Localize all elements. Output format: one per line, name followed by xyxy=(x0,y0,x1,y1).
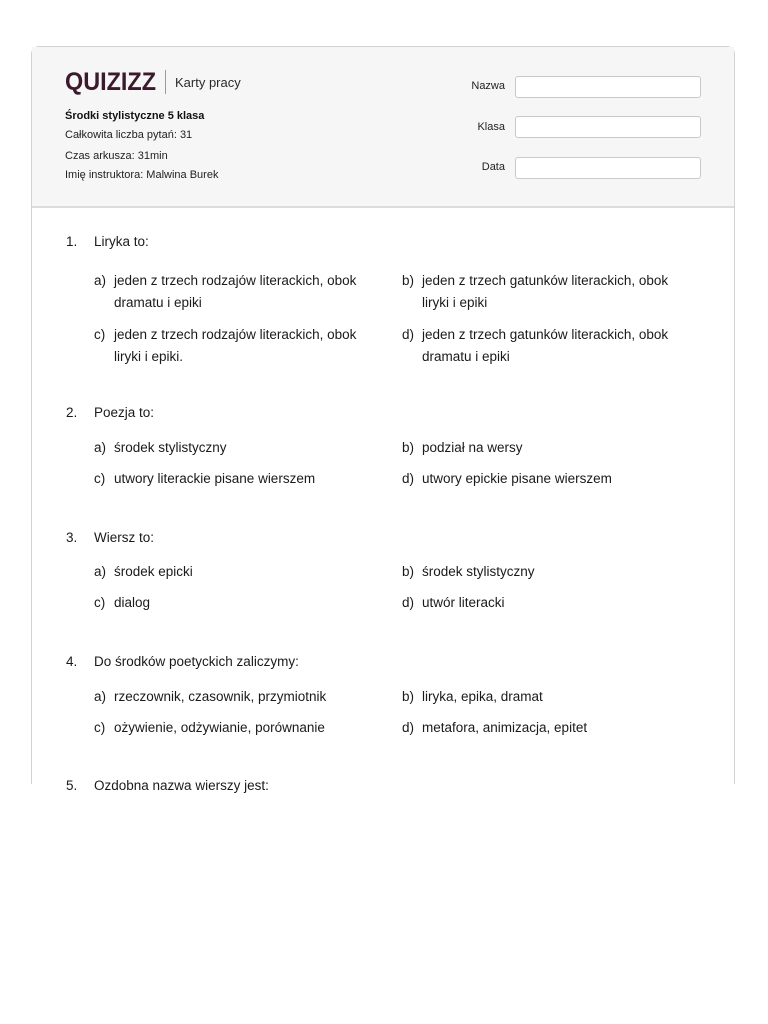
option-c xyxy=(94,324,374,368)
option-letter: b) xyxy=(402,440,415,455)
option-text: jeden z trzech gatunków literackich, obok dramatu i epiki xyxy=(422,327,669,364)
question-number: 1. xyxy=(66,234,78,249)
option-text: ożywienie, odżywianie, porównanie xyxy=(114,720,325,735)
option-b xyxy=(402,437,682,459)
option-letter: c) xyxy=(94,327,106,342)
option-letter: a) xyxy=(94,689,107,704)
date-label: Data xyxy=(481,161,505,173)
question-number: 3. xyxy=(66,530,78,545)
question-list xyxy=(32,208,734,793)
option-text: jeden z trzech gatunków literackich, obok liryki i epiki xyxy=(422,273,669,310)
brand xyxy=(65,68,241,96)
option-letter: a) xyxy=(94,564,107,579)
option-letter: a) xyxy=(94,273,107,288)
total-questions: Całkowita liczba pytań: 31 xyxy=(65,129,193,141)
option-letter: d) xyxy=(402,720,415,735)
option-letter: d) xyxy=(402,327,415,342)
option-letter: c) xyxy=(94,720,106,735)
option-letter: d) xyxy=(402,595,415,610)
option-d xyxy=(402,592,682,614)
date-field[interactable] xyxy=(515,157,701,179)
question-number: 4. xyxy=(66,654,78,669)
option-text: utwory epickie pisane wierszem xyxy=(422,471,612,486)
brand-separator xyxy=(165,70,166,94)
option-a xyxy=(94,437,374,459)
option-letter: b) xyxy=(402,689,415,704)
question-text: Do środków poetyckich zaliczymy: xyxy=(94,654,299,669)
option-letter: c) xyxy=(94,471,106,486)
option-c xyxy=(94,592,374,614)
option-letter: b) xyxy=(402,564,415,579)
option-text: rzeczownik, czasownik, przymiotnik xyxy=(114,689,327,704)
question-text: Wiersz to: xyxy=(94,530,155,545)
option-text: dialog xyxy=(114,595,151,610)
option-letter: b) xyxy=(402,273,415,288)
sheet-time: Czas arkusza: 31min xyxy=(65,150,168,162)
option-d xyxy=(402,717,682,739)
name-label: Nazwa xyxy=(471,80,505,92)
question-text: Poezja to: xyxy=(94,405,155,420)
question-text: Ozdobna nazwa wierszy jest: xyxy=(94,778,269,793)
brand-subtitle: Karty pracy xyxy=(175,74,241,90)
option-text: jeden z trzech rodzajów literackich, obok dramatu i epiki xyxy=(114,273,357,310)
option-a xyxy=(94,561,374,583)
question-text: Liryka to: xyxy=(94,234,149,249)
worksheet xyxy=(31,46,735,793)
worksheet-header xyxy=(32,47,734,208)
option-a xyxy=(94,270,374,314)
quizizz-logo xyxy=(65,69,157,95)
option-text: liryka, epika, dramat xyxy=(422,689,543,704)
option-text: podział na wersy xyxy=(422,440,523,455)
option-d xyxy=(402,324,682,368)
option-d xyxy=(402,468,682,490)
option-letter: d) xyxy=(402,471,415,486)
option-a xyxy=(94,686,374,708)
option-b xyxy=(402,270,682,314)
worksheet-title: Środki stylistyczne 5 klasa xyxy=(65,110,205,122)
option-b xyxy=(402,686,682,708)
option-text: środek epicki xyxy=(114,564,193,579)
class-label: Klasa xyxy=(477,121,505,133)
option-letter: c) xyxy=(94,595,106,610)
question-number: 5. xyxy=(66,778,78,793)
option-letter: a) xyxy=(94,440,107,455)
option-text: utwór literacki xyxy=(422,595,505,610)
option-text: środek stylistyczny xyxy=(422,564,535,579)
option-b xyxy=(402,561,682,583)
option-text: jeden z trzech rodzajów literackich, obok liryki i epiki. xyxy=(114,327,357,364)
option-text: utwory literackie pisane wierszem xyxy=(114,471,316,486)
name-field[interactable] xyxy=(515,76,701,98)
svg-text:QUIZIZZ: QUIZIZZ xyxy=(65,68,156,96)
question-number: 2. xyxy=(66,405,78,420)
instructor-name: Imię instruktora: Malwina Burek xyxy=(65,169,219,181)
option-c xyxy=(94,468,374,490)
option-text: metafora, animizacja, epitet xyxy=(422,720,588,735)
option-c xyxy=(94,717,374,739)
class-field[interactable] xyxy=(515,116,701,138)
option-text: środek stylistyczny xyxy=(114,440,227,455)
